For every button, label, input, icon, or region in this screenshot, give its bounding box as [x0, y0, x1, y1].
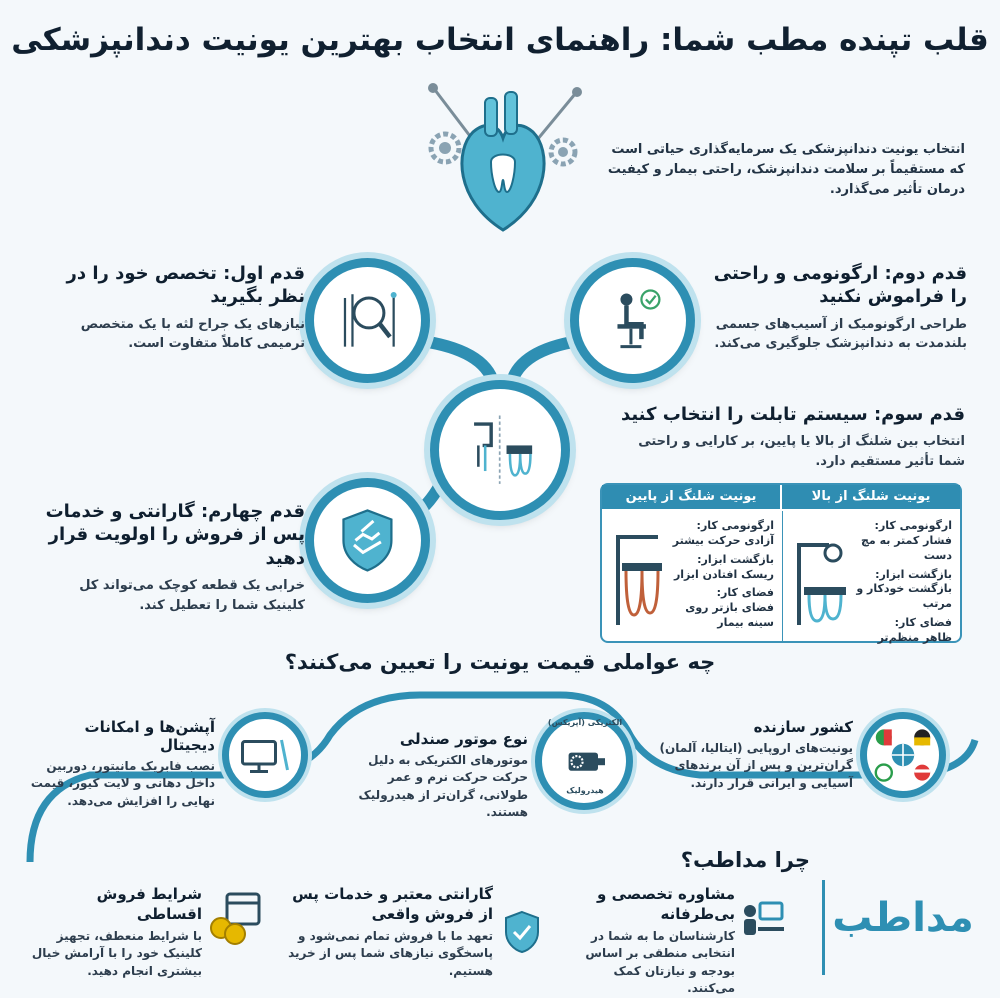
comparison-header-top: یونیت شلنگ از بالا [782, 485, 960, 509]
comparison-column-top [782, 511, 960, 643]
factor-motor-block [338, 730, 528, 822]
step-four-title: قدم چهارم: گارانتی و خدمات پس از فروش را اولویت قرار دهید [45, 501, 305, 569]
page-title: قلب تپنده مطب شما: راهنمای انتخاب بهترین یونیت دندانپزشکی [11, 22, 989, 58]
comparison-header-bottom: یونیت شلنگ از پایین [602, 485, 782, 509]
step-three-block [620, 403, 965, 471]
why-installment-block [30, 885, 202, 980]
why-heading: چرا مداطب؟ [680, 848, 810, 872]
step-one-title: قدم اول: تخصص خود را در نظر بگیرید [66, 263, 305, 308]
step-four-block [35, 500, 305, 615]
step-one-circle [305, 258, 430, 383]
comparison-top-value-1: فشار کمتر به مچ دست [861, 533, 952, 562]
ergonomic-chair-icon [595, 283, 670, 358]
motor-icon [556, 733, 612, 789]
step-four-text: خرابی یک قطعه کوچک می‌تواند کل کلینیک شما را تعطیل کند. [79, 578, 305, 613]
why-consultation-block [580, 885, 735, 998]
comparison-column-bottom [602, 511, 780, 643]
comparison-bottom-value-1: آزادی حرکت بیشتر [672, 533, 774, 547]
flags-globe-icon [871, 723, 935, 787]
factor-digital-circle [222, 712, 308, 798]
intro-text: انتخاب یونیت دندانپزشکی یک سرمایه‌گذاری حیاتی است که مستقیماً بر سلامت دندانپزشک، راحتی بیمار و کیفیت درمان تأثیر می‌گذارد. [607, 142, 965, 198]
brand-logo: مداطب [832, 895, 974, 941]
step-two-text: طراحی ارگونومیک از آسیب‌های جسمی بلندمدت به دندانپزشک جلوگیری می‌کند. [714, 316, 967, 352]
step-two-circle [570, 258, 695, 383]
why-warranty-title: گارانتی معتبر و خدمات پس از فروش واقعی [292, 885, 493, 923]
step-two-title: قدم دوم: ارگونومی و راحتی را فراموش نکنید [713, 263, 967, 308]
factor-digital-block [30, 718, 215, 810]
step-three-title: قدم سوم: سیستم تابلت را انتخاب کنید [620, 404, 965, 425]
step-two-block [712, 262, 967, 354]
why-warranty-text: تعهد ما با فروش تمام نمی‌شود و پاسخگوی نیازهای شما پس از خرید هستیم. [288, 929, 493, 978]
comparison-bottom-label-2: بازگشت ابزار: [697, 552, 774, 566]
comparison-bottom-label-1: ارگونومی کار: [696, 519, 774, 532]
why-consultation-title: مشاوره تخصصی و بی‌طرفانه [597, 885, 735, 923]
comparison-top-label-3: فضای کار: [894, 616, 952, 630]
tablet-hose-icon [457, 407, 542, 492]
step-three-circle [430, 380, 570, 520]
comparison-bottom-value-2: ریسک افتادن ابزار [673, 567, 774, 581]
installment-calendar-icon [205, 888, 265, 948]
factor-country-block [648, 718, 853, 792]
comparison-bottom-label-3: فضای کار: [716, 586, 774, 600]
why-warranty-block [285, 885, 493, 980]
price-factors-heading: چه عواملی قیمت یونیت را تعیین می‌کنند؟ [284, 650, 716, 674]
brand-divider [822, 880, 825, 975]
step-one-text: نیازهای یک جراح لثه با یک متخصص ترمیمی کاملاً متفاوت است. [80, 316, 305, 352]
factor-motor-title: نوع موتور صندلی [399, 730, 528, 748]
comparison-top-label-1: ارگونومی کار: [874, 519, 952, 532]
consultation-icon [738, 895, 786, 943]
factor-digital-title: آپشن‌ها و امکانات دیجیتال [84, 718, 215, 754]
motor-electric-badge: الکتریکی (آپریکس) [547, 718, 623, 727]
step-three-text: انتخاب بین شلنگ از بالا یا پایین، بر کارایی و راحتی شما تأثیر مستقیم دارد. [638, 434, 965, 469]
dental-tools-icon [330, 283, 405, 358]
bottom-hose-unit-icon [608, 525, 670, 633]
comparison-top-value-3: ظاهر منظم‌تر [877, 630, 952, 644]
comparison-bottom-value-3: فضای بازتر روی سینه بیمار [685, 601, 774, 630]
comparison-top-label-2: بازگشت ابزار: [875, 567, 952, 581]
monitor-icon [235, 725, 295, 785]
warranty-shield-icon [498, 908, 546, 956]
factor-country-title: کشور سازنده [753, 718, 853, 736]
why-installment-title: شرایط فروش اقساطی [96, 885, 202, 923]
factor-motor-text: موتورهای الکتریکی به دلیل حرکت حرکت نرم و عمر طولانی، گران‌تر از هیدرولیک هستند. [358, 753, 528, 820]
factor-country-text: یونیت‌های اروپایی (ایتالیا، آلمان) گران‌ترین و پس از آن برندهای آسیایی و ایرانی قرار دارند. [659, 741, 853, 790]
shield-handshake-icon [330, 503, 405, 578]
comparison-top-value-2: بازگشت خودکار و مرتب [856, 582, 952, 611]
step-four-circle [305, 478, 430, 603]
why-installment-text: با شرایط منعطف، تجهیز کلینیک خود را با آرامش خیال بیشتری انجام دهید. [31, 929, 202, 978]
hose-comparison-table [600, 483, 962, 643]
motor-hydraulic-badge: هیدرولیک [566, 786, 604, 795]
factor-digital-text: نصب فابریک مانیتور، دوربین داخل دهانی و لایت کیور، قیمت نهایی را افزایش می‌دهد. [30, 759, 215, 808]
factor-country-circle [860, 712, 946, 798]
step-one-block [35, 262, 305, 354]
why-consultation-text: کارشناسان ما به شما در انتخابی منطقی بر اساس بودجه و نیازتان کمک می‌کنند. [585, 929, 735, 996]
